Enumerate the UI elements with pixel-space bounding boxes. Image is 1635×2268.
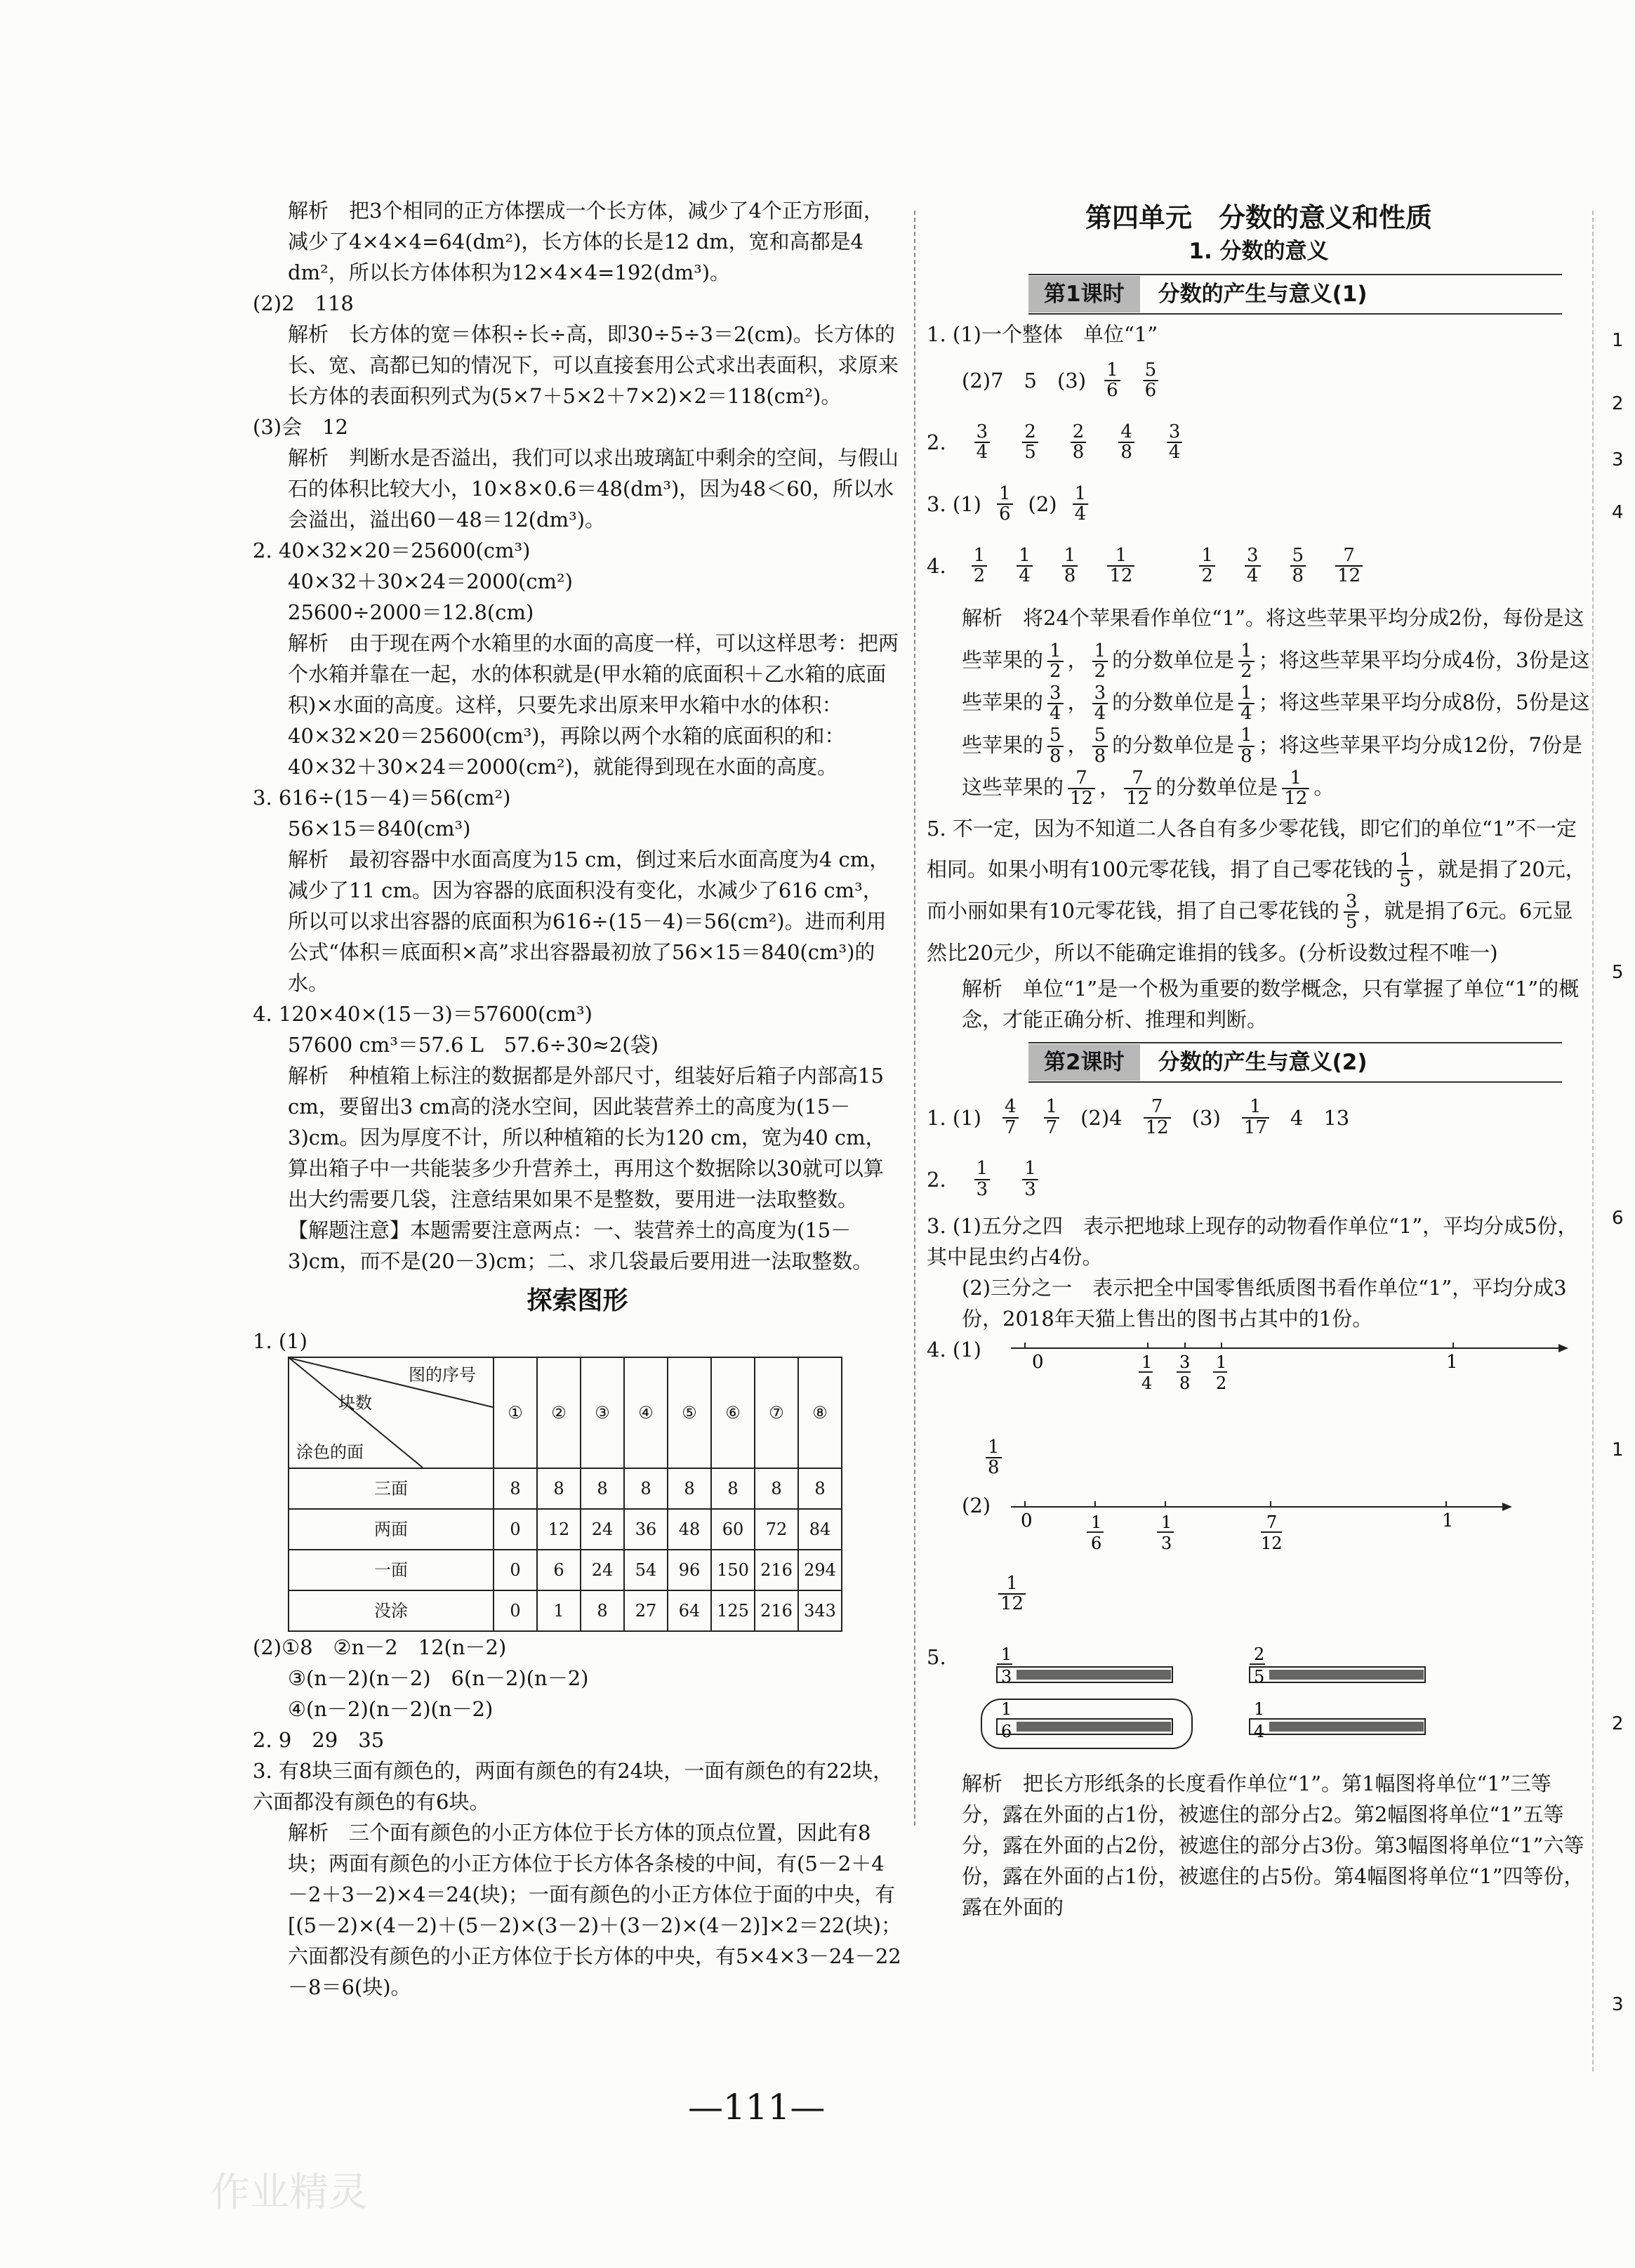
explore-answer-2: 2. 9 29 35 [253,1728,385,1752]
cell: 0 [494,1590,537,1631]
svg-text:1: 1 [1161,1512,1172,1532]
answer-4-line2: 57600 cm³＝57.6 L 57.6÷30≈2(袋) [288,1033,659,1057]
answer-2 [927,411,1591,473]
col-head: ① [494,1357,537,1468]
col-head: ⑥ [711,1357,755,1468]
table-row [289,1468,842,1509]
cell: 0 [494,1509,537,1550]
cell: 0 [494,1550,537,1590]
fraction: $\frac{1}{3}$ [1022,1159,1038,1199]
svg-text:0: 0 [1021,1510,1033,1531]
answer-3-line2: 56×15＝840(cm³) [288,817,471,840]
fraction: $\frac{3}{4}$ [974,423,991,463]
lesson2-answer-5 [927,1642,1591,1768]
table-answer-2-line1: (2)①8 ②n－2 12(n－2) [253,1635,507,1659]
svg-text:2: 2 [1216,1373,1227,1393]
col-head: ③ [581,1357,624,1468]
answer-2-line2: 40×32＋30×24＝2000(cm²) [288,569,574,593]
fraction: $\frac{2}{8}$ [1071,423,1087,463]
number-line-2 [927,1494,1591,1567]
explanation-2: 解析 由于现在两个水箱里的水面的高度一样，可以这样思考：把两个水箱并靠在一起，水的体积就是(甲水箱的底面积＋乙水箱的底面积)×水面的高度。这样，只要先求出原来甲水箱中水的体积：40×32×20＝25600(cm³)，再除以两个水箱的底面积的和：40×32＋30×24＝2000(cm²)，就能得到现在水面的高度。 [288,631,899,779]
edge-number: 5 [1612,962,1624,983]
fraction: $\frac{4}{8}$ [1118,423,1134,463]
painted-cubes-table [288,1357,842,1632]
cell: 84 [798,1509,842,1550]
fraction: $\frac{5}{8}$ [1290,546,1306,586]
lesson-2-header [1028,1042,1562,1083]
svg-text:3: 3 [1179,1352,1191,1372]
answer-5: 5. 不一定，因为不知道二人各自有多少零花钱，即它们的单位“1”不一定相同。如果小明有100元零花钱，捐了自己零花钱的 $\frac{1}{5}$ ，就是捐了20元，而小丽如果有10元零花钱，捐了自己零花钱的 $\frac{3}{5}$ ，就是捐了6元。6元显然比20元少，所以不能确定谁捐的钱多。(分析设数过程不唯一) [927,817,1586,965]
answer-4 [927,535,1591,597]
svg-text:1: 1 [1141,1352,1153,1372]
table-answer-2-line2: ③(n－2)(n－2) 6(n－2)(n－2) [288,1666,589,1690]
table-corner-cell [289,1357,494,1468]
lesson2-explanation-5: 解析 把长方形纸条的长度看作单位“1”。第1幅图将单位“1”三等分，露在外面的占1份，被遮住的部分占2。第2幅图将单位“1”五等分，露在外面的占2份，被遮住的部分占3份。第3幅图将单位“1”六等份，露在外面的占1份，被遮住的占5份。第4幅图将单位“1”四等份，露在外面的 [962,1771,1584,1919]
edge-number: 3 [1612,1994,1624,2015]
lesson-1-header [1028,274,1562,315]
header-figure-number: 图的序号 [409,1365,476,1385]
cell: 294 [798,1550,842,1590]
lesson-title: 分数的产生与意义(2) [1158,1049,1368,1075]
right-column [927,195,1591,1923]
row-label: 没涂 [289,1590,494,1631]
answer-1-line2 [927,350,1591,411]
section-title: 探索图形 [527,1286,628,1315]
answer-number: 4. [927,554,946,578]
fraction-1-8: $\frac{1}{8}$ [927,1438,1591,1494]
svg-text:4: 4 [1253,1721,1264,1741]
edge-number: 2 [1612,1713,1624,1734]
svg-text:1: 1 [1091,1512,1102,1532]
svg-text:0: 0 [1032,1351,1044,1373]
fraction-1-12: $\frac{1}{12}$ [927,1567,1591,1642]
svg-text:4: 4 [1141,1373,1153,1393]
unit-title: 第四单元 分数的意义和性质 [1085,202,1432,233]
explore-answer-3: 3. 有8块三面有颜色的，两面有颜色的有24块，一面有颜色的有22块，六面都没有颜色的有6块。 [253,1759,894,1814]
fraction: $\frac{3}{4}$ [1245,546,1261,586]
cell: 343 [798,1590,842,1631]
cell: 72 [755,1509,798,1550]
col-head: ⑧ [798,1357,842,1468]
column-divider [914,211,915,1826]
answer-text: (2) [1028,492,1057,516]
edge-number: 6 [1612,1208,1624,1229]
lesson2-answer-4: 4. (1) [927,1337,981,1362]
svg-text:3: 3 [1000,1666,1012,1687]
cell: 8 [798,1468,842,1509]
fraction: $\frac{1}{4}$ [1073,484,1089,525]
cell: 8 [624,1468,668,1509]
svg-text:1: 1 [1216,1352,1227,1372]
solution-note: 【解题注意】本题需要注意两点：一、装营养土的高度为(15－3)cm，而不是(20－3)cm；二、求几袋最后要用进一法取整数。 [288,1218,873,1273]
cell: 216 [755,1590,798,1631]
answer-4-line1: 4. 120×40×(15－3)＝57600(cm³) [253,1002,593,1026]
answer-text: 4 13 [1290,1105,1350,1130]
cell: 6 [537,1550,581,1590]
cell: 1 [537,1590,581,1631]
lesson-title: 分数的产生与意义(1) [1158,282,1368,307]
explore-explanation-3: 解析 三个面有颜色的小正方体位于长方体的顶点位置，因此有8块；两面有颜色的小正方体位于长方体各条棱的中间，有(5－2＋4－2＋3－2)×4＝24(块)；一面有颜色的小正方体位于面的中央，有[(5－2)×(4－2)＋(5－2)×(3－2)＋(3－2)×(4－2)]×2＝22(块)；六面都没有颜色的小正方体位于长方体的中央，有5×4×3－24－22－8＝6(块)。 [288,1821,901,1999]
cell: 36 [624,1509,668,1550]
header-block-count: 块数 [338,1393,372,1413]
answer-1-2: (2)2 118 [253,291,354,315]
cell: 8 [581,1590,624,1631]
row-label: 三面 [289,1468,494,1509]
fraction: $\frac{1}{17}$ [1242,1097,1269,1138]
svg-text:2: 2 [1253,1644,1264,1664]
svg-text:6: 6 [1000,1721,1012,1741]
header-painted-faces: 涂色的面 [296,1442,364,1462]
fraction: $\frac{7}{12}$ [1335,546,1363,586]
answer-number: 3. (1) [927,492,981,516]
paper-strips-figure [960,1642,1452,1768]
edge-number: 1 [1612,330,1624,351]
explanation-1-2: 解析 长方体的宽＝体积÷长÷高，即30÷5÷3＝2(cm)。长方体的长、宽、高都已知的情况下，可以直接套用公式求出表面积，求原来长方体的表面积列式为(5×7＋5×2＋7×2)×2＝118(cm²)。 [288,322,899,408]
cell: 24 [581,1509,624,1550]
cell: 8 [494,1468,537,1509]
svg-text:1: 1 [1446,1351,1458,1373]
fraction: $\frac{7}{12}$ [1144,1097,1171,1138]
cell: 8 [755,1468,798,1509]
svg-text:1: 1 [1253,1699,1264,1719]
edge-number: 3 [1612,449,1624,470]
lesson2-answer-3-2: (2)三分之一 表示把全中国零售纸质图书看作单位“1”，平均分成3份，2018年天猫上售出的图书占其中的1份。 [962,1275,1567,1331]
answer-3 [927,473,1591,535]
right-margin-rule [1592,211,1594,2071]
svg-text:8: 8 [1179,1373,1191,1393]
fraction: $\frac{1}{6}$ [997,484,1013,525]
explanation-4: 解析 种植箱上标注的数据都是外部尺寸，组装好后箱子内部高15 cm，要留出3 cm高的浇水空间，因此装营养土的高度为(15－3)cm。因为厚度不计，所以种植箱的长为120 cm，宽为40 cm，算出箱子中一共能装多少升营养土，再用这个数据除以30就可以算出大约需要几袋，注意结果如果不是整数，要用进一法取整数。 [288,1064,886,1211]
left-column [253,195,902,2003]
cell: 8 [581,1468,624,1509]
answer-2-line3: 25600÷2000＝12.8(cm) [288,600,534,624]
table-row [289,1590,842,1631]
svg-text:12: 12 [1261,1533,1283,1553]
cell: 125 [711,1590,755,1631]
svg-text:5: 5 [1253,1666,1264,1687]
col-head: ② [537,1357,581,1468]
answer-text: (2) [962,1493,991,1517]
table-row [289,1509,842,1550]
answer-2-line1: 2. 40×32×20＝25600(cm³) [253,539,531,562]
fraction: $\frac{1}{12}$ [1107,546,1134,586]
answer-text: 1. (1) [927,1105,981,1130]
lesson-tag: 第1课时 [1028,276,1140,312]
col-head: ④ [624,1357,668,1468]
explanation-1-3: 解析 判断水是否溢出，我们可以求出玻璃缸中剩余的空间，与假山石的体积比较大小，10×8×0.6＝48(dm³)，因为48＜60，所以水会溢出，溢出60－48＝12(dm³)。 [288,446,899,532]
fraction: $\frac{4}{7}$ [1002,1097,1019,1138]
row-label: 一面 [289,1550,494,1590]
lesson-tag: 第2课时 [1028,1044,1140,1081]
svg-text:7: 7 [1266,1512,1278,1532]
cell: 8 [668,1468,711,1509]
cell: 48 [668,1509,711,1550]
cell: 27 [624,1590,668,1631]
row-label: 两面 [289,1509,494,1550]
answer-number: 2. [927,1167,946,1192]
col-head: ⑤ [668,1357,711,1468]
lesson2-answer-2 [927,1149,1591,1211]
svg-text:1: 1 [1442,1510,1454,1531]
lesson2-answer-1 [927,1087,1591,1149]
answer-3-line1: 3. 616÷(15－4)＝56(cm²) [253,786,511,810]
cell: 64 [668,1590,711,1631]
edge-number: 1 [1612,1439,1624,1461]
fraction: $\frac{2}{5}$ [1022,423,1038,463]
watermark: 作业精灵 [211,2170,368,2215]
cell: 54 [624,1550,668,1590]
svg-text:1: 1 [1000,1699,1012,1719]
edge-number: 4 [1612,502,1624,523]
answer-1-line1: 1. (1)一个整体 单位“1” [927,322,1158,346]
fraction: $\frac{1}{2}$ [972,546,988,586]
col-head: ⑦ [755,1357,798,1468]
svg-text:1: 1 [1000,1644,1012,1664]
lesson2-answer-3-1: 3. (1)五分之四 表示把地球上现存的动物看作单位“1”，平均分成5份，其中昆虫约占4份。 [927,1213,1578,1269]
table-row [289,1550,842,1590]
explanation-5: 解析 单位“1”是一个极为重要的数学概念，只有掌握了单位“1”的概念，才能正确分析、推理和判断。 [962,976,1580,1031]
cell: 8 [711,1468,755,1509]
section-subtitle: 1. 分数的意义 [1189,239,1329,264]
answer-number: 2. [927,430,946,454]
svg-text:3: 3 [1161,1533,1172,1553]
answer-text: (2)7 5 (3) [962,369,1087,393]
answer-text: (3) [1191,1105,1221,1130]
page-number: —111— [688,2087,826,2128]
fraction: $\frac{5}{6}$ [1143,361,1159,401]
table-question: 1. (1) [253,1329,307,1353]
explanation-1-1: 解析 把3个相同的正方体摆成一个长方体，减少了4个正方形面，减少了4×4×4=64(dm²)，长方体的长是12 dm，宽和高都是4 dm²，所以长方体体积为12×4×4=192(dm³)。 [288,199,884,284]
number-line-1 [927,1351,1591,1438]
cell: 24 [581,1550,624,1590]
fraction: $\frac{1}{4}$ [1017,546,1033,586]
cell: 150 [711,1550,755,1590]
cell: 8 [537,1468,581,1509]
fraction: $\frac{1}{2}$ [1199,546,1215,586]
fraction: $\frac{1}{8}$ [1062,546,1078,586]
cell: 216 [755,1550,798,1590]
edge-number: 2 [1612,393,1624,414]
explanation-3: 解析 最初容器中水面高度为15 cm，倒过来后水面高度为4 cm，减少了11 cm。因为容器的底面积没有变化，水减少了616 cm³，所以可以求出容器的底面积为616÷(15－4)＝56(cm²)。进而利用公式“体积＝底面积×高”求出容器最初放了56×15＝840(cm³)的水。 [288,848,890,995]
answer-1-3: (3)会 12 [253,415,348,439]
fraction: $\frac{1}{3}$ [974,1159,991,1199]
explanation-4: 解析 将24个苹果看作单位“1”。将这些苹果平均分成2份，每份是这些苹果的 $\frac{1}{2}$ ， $\frac{1}{2}$ 的分数单位是 $\frac{1}{2}$ ；将这些苹果平均分成4份，3份是这些苹果的 $\frac{3}{4}$ ， $\frac{3}{4}$ 的分数单位是 $\frac{1}{4}$ ；将这些苹果平均分成8份，5份是这些苹果的 $\frac{5}{8}$ ， $\frac{5}{8}$ 的分数单位是 $\frac{1}{8}$ ；将这些苹果平均分成12份，7份是这些苹果的 $\frac{7}{12}$ ， $\frac{7}{12}$ 的分数单位是 $\frac{1}{12}$ 。 [962,606,1590,809]
cell: 60 [711,1509,755,1550]
answer-text: (2)4 [1080,1105,1123,1130]
cell: 12 [537,1509,581,1550]
fraction: $\frac{1}{7}$ [1044,1097,1060,1138]
fraction: $\frac{3}{4}$ [1167,423,1183,463]
cell: 96 [668,1550,711,1590]
answer-number: 5. [927,1644,946,1669]
fraction: $\frac{1}{6}$ [1104,361,1120,401]
table-answer-2-line3: ④(n－2)(n－2)(n－2) [288,1697,494,1721]
svg-text:6: 6 [1091,1533,1102,1553]
